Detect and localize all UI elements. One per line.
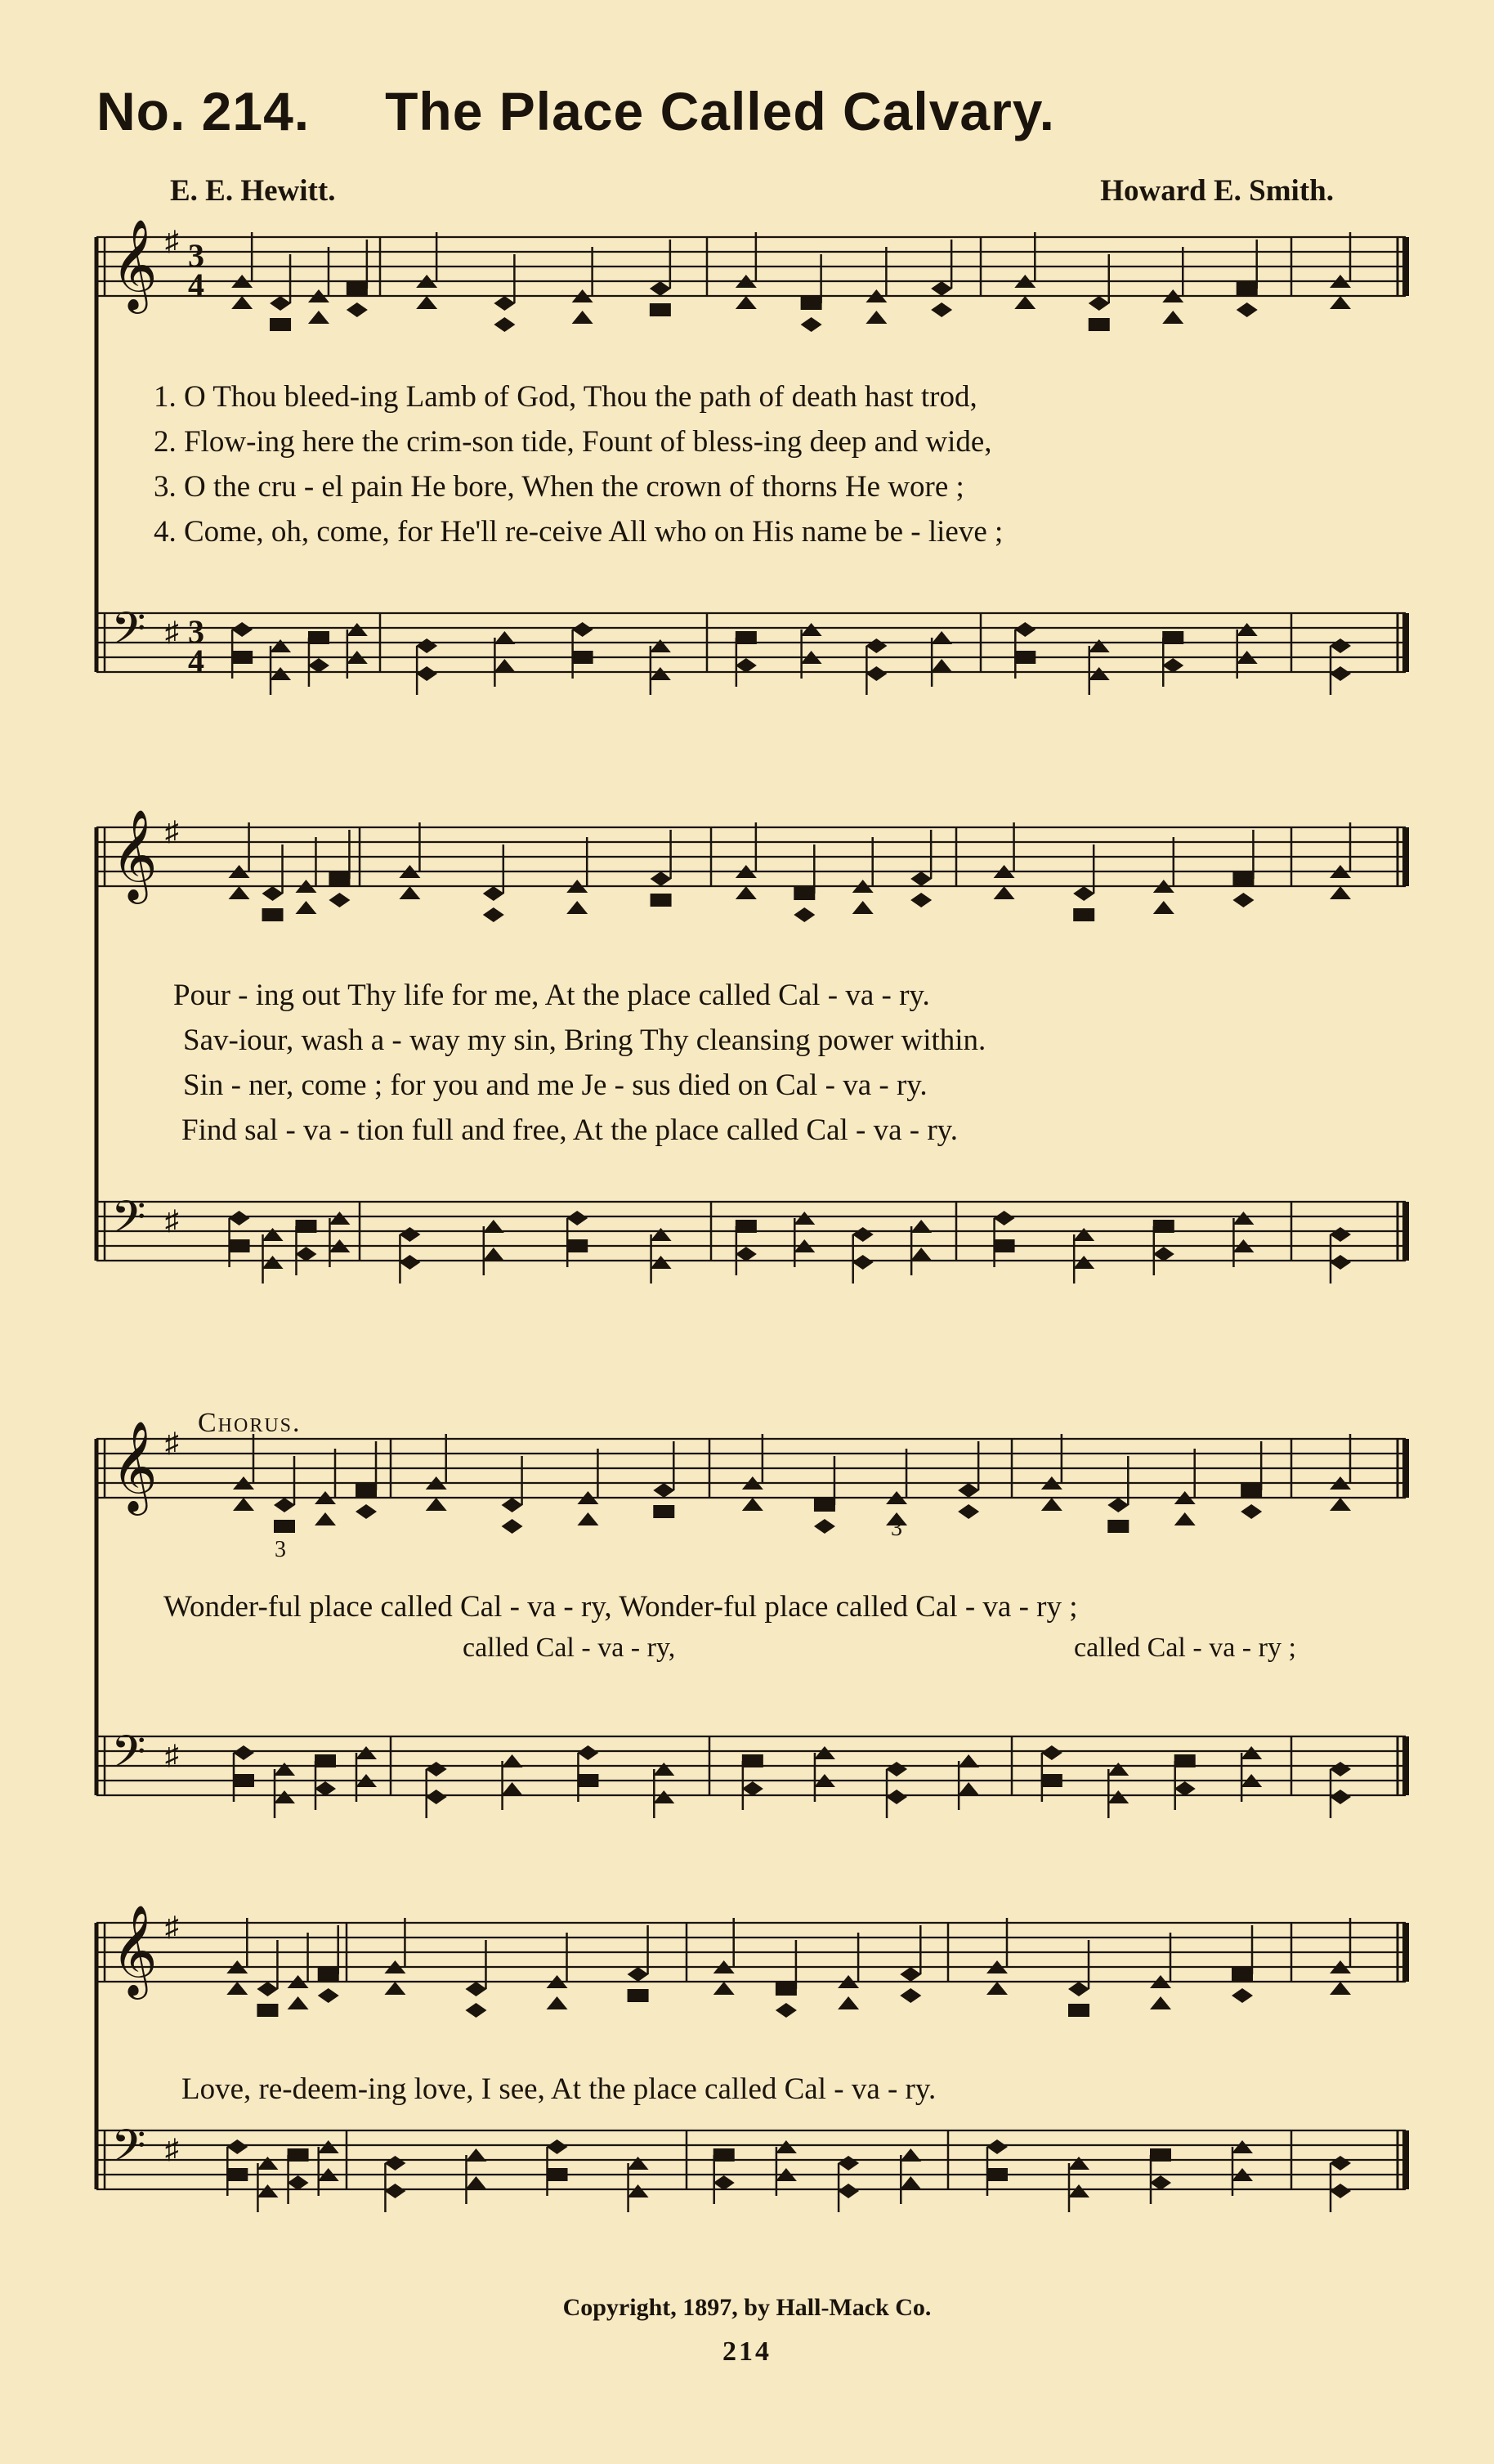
note-head	[866, 311, 887, 324]
note-head	[566, 1211, 588, 1225]
note-head	[1330, 638, 1351, 653]
note-head	[257, 1982, 278, 1996]
note-head	[910, 893, 932, 907]
note-head	[713, 2175, 735, 2190]
note-head	[347, 623, 368, 636]
note-head	[270, 296, 291, 311]
note-head	[1153, 1247, 1174, 1261]
note-head	[742, 1498, 763, 1511]
note-head	[736, 1247, 757, 1261]
verse-4-line-1: 4. Come, oh, come, for He'll re-ceive All who on His name be - lieve ;	[154, 515, 1004, 549]
note-head	[742, 1754, 763, 1767]
time-signature-top: 3	[188, 613, 204, 650]
note-head	[1041, 1774, 1062, 1787]
chorus-echo-a: called Cal - va - ry,	[463, 1633, 676, 1663]
note-head	[295, 1247, 316, 1261]
note-head	[274, 1498, 295, 1512]
note-head	[1330, 1227, 1351, 1242]
note-head	[465, 1982, 486, 1996]
note-head	[572, 622, 593, 637]
note-head	[1162, 631, 1183, 644]
note-head	[958, 1483, 979, 1498]
note-head	[416, 666, 437, 681]
note-head	[801, 623, 822, 636]
time-signature-bottom: 4	[188, 643, 204, 679]
note-head	[1237, 282, 1258, 295]
note-head	[736, 631, 757, 644]
note-head	[262, 1256, 284, 1269]
note-head	[1174, 1754, 1196, 1767]
note-head	[931, 631, 952, 644]
note-head	[653, 1790, 674, 1803]
note-head	[1330, 886, 1351, 899]
treble-clef-icon: 𝄞	[111, 1904, 158, 1996]
note-head	[1153, 1220, 1174, 1233]
note-head	[262, 886, 284, 901]
note-head	[547, 2168, 568, 2181]
note-head	[1330, 2156, 1351, 2171]
note-head	[653, 1505, 674, 1518]
note-head	[776, 2003, 797, 2018]
verse-4-line-2: Find sal - va - tion full and free, At the place called Cal - va - ry.	[181, 1113, 959, 1147]
note-head	[1241, 1484, 1262, 1497]
note-head	[270, 639, 291, 652]
note-head	[426, 1790, 447, 1804]
note-head	[1073, 908, 1094, 921]
lyricist-credit: E. E. Hewitt.	[170, 174, 336, 208]
note-head	[288, 2148, 309, 2162]
verse-2-line-1: 2. Flow-ing here the crim-son tide, Fount of bless-ing deep and wide,	[154, 425, 992, 459]
note-head	[994, 886, 1015, 899]
note-head	[494, 317, 515, 332]
note-head	[1162, 658, 1183, 673]
note-head	[736, 658, 757, 673]
note-head	[315, 1754, 336, 1767]
note-head	[653, 1763, 674, 1776]
treble-clef-icon: 𝄞	[111, 218, 158, 310]
note-head	[347, 302, 368, 317]
note-head	[910, 1248, 932, 1261]
note-head	[1232, 1988, 1253, 2003]
note-head	[465, 2176, 486, 2189]
note-head	[494, 296, 515, 311]
note-head	[288, 1996, 309, 2009]
note-head	[986, 1982, 1008, 1995]
note-head	[628, 2184, 649, 2197]
note-head	[886, 1790, 907, 1804]
note-head	[483, 1220, 504, 1233]
note-head	[1068, 2157, 1089, 2170]
note-head	[900, 1967, 921, 1982]
note-head	[1073, 1228, 1094, 1241]
verse-1-line-1: 1. O Thou bleed-ing Lamb of God, Thou the path of death hast trod,	[154, 380, 977, 414]
note-head	[318, 1968, 339, 1981]
note-head	[650, 667, 671, 680]
note-head	[295, 901, 316, 914]
note-head	[628, 1967, 649, 1982]
note-head	[226, 2168, 248, 2181]
note-head	[1330, 2184, 1351, 2198]
sharp-icon: ♯	[165, 1206, 179, 1236]
note-head	[814, 1746, 835, 1759]
note-head	[257, 2157, 278, 2170]
note-head	[801, 297, 822, 310]
note-head	[994, 1211, 1015, 1225]
note-head	[986, 2168, 1008, 2181]
note-head	[416, 296, 437, 309]
note-head	[288, 2175, 309, 2190]
note-head	[742, 1781, 763, 1796]
note-head	[910, 871, 932, 886]
chorus-line-1: Wonder-ful place called Cal - va - ry, Wonder-ful place called Cal - va - ry ;	[163, 1590, 1078, 1624]
note-head	[465, 2003, 486, 2018]
treble-clef-icon: 𝄞	[111, 1420, 158, 1512]
note-head	[229, 1211, 250, 1225]
note-head	[1330, 296, 1351, 309]
note-head	[233, 1745, 254, 1760]
note-head	[794, 887, 815, 900]
note-head	[900, 1988, 921, 2003]
note-head	[910, 1220, 932, 1233]
note-head	[1089, 296, 1110, 311]
bass-clef-icon: 𝄢	[111, 2120, 146, 2183]
note-head	[931, 281, 952, 296]
note-head	[651, 894, 672, 907]
note-head	[1068, 2184, 1089, 2197]
note-head	[1089, 639, 1110, 652]
note-head	[270, 318, 291, 331]
note-head	[231, 622, 253, 637]
note-head	[329, 872, 350, 885]
note-head	[776, 1982, 797, 1996]
note-head	[494, 631, 515, 644]
note-head	[399, 886, 420, 899]
note-head	[426, 1762, 447, 1776]
note-head	[229, 1239, 250, 1252]
note-head	[628, 2157, 649, 2170]
note-head	[356, 1484, 377, 1497]
sharp-icon: ♯	[165, 2135, 179, 2165]
verse-3-line-1: 3. O the cru - el pain He bore, When the crown of thorns He wore ;	[154, 470, 964, 504]
note-head	[384, 1982, 405, 1995]
note-head	[231, 651, 253, 664]
note-head	[736, 886, 757, 899]
note-head	[900, 2148, 921, 2162]
note-head	[1107, 1498, 1129, 1512]
note-head	[1162, 311, 1183, 324]
note-head	[572, 311, 593, 324]
time-signature-top: 3	[188, 237, 204, 274]
note-head	[1174, 1512, 1196, 1525]
note-head	[483, 886, 504, 901]
note-head	[1041, 1745, 1062, 1760]
note-head	[814, 1519, 835, 1534]
note-head	[547, 2139, 568, 2154]
note-head	[566, 1239, 588, 1252]
note-head	[1014, 622, 1036, 637]
time-signature-bottom: 4	[188, 267, 204, 303]
note-head	[356, 1504, 377, 1519]
note-head	[572, 651, 593, 664]
note-head	[229, 886, 250, 899]
note-head	[1073, 1256, 1094, 1269]
note-head	[651, 871, 672, 886]
chorus-label: Chorus.	[198, 1408, 302, 1438]
note-head	[295, 1220, 316, 1233]
note-head	[356, 1746, 377, 1759]
note-head	[814, 1499, 835, 1512]
note-head	[1068, 2004, 1089, 2017]
note-head	[384, 2184, 405, 2198]
verse-2-line-2: Sav-iour, wash a - way my sin, Bring Thy cleansing power within.	[183, 1024, 986, 1057]
note-head	[399, 1227, 420, 1242]
note-head	[1330, 666, 1351, 681]
sharp-icon: ♯	[165, 1740, 179, 1771]
note-head	[233, 1498, 254, 1511]
note-head	[736, 296, 757, 309]
hymn-title: The Place Called Calvary.	[385, 81, 1055, 141]
note-head	[653, 1483, 674, 1498]
note-head	[318, 2140, 339, 2153]
note-head	[262, 1228, 284, 1241]
sharp-icon: ♯	[165, 817, 179, 847]
note-head	[577, 1745, 598, 1760]
bass-clef-icon: 𝄢	[111, 603, 146, 665]
note-head	[318, 1988, 339, 2003]
note-head	[1232, 872, 1254, 885]
note-head	[274, 1520, 295, 1533]
note-head	[1153, 901, 1174, 914]
note-head	[838, 2156, 859, 2171]
note-head	[399, 1255, 420, 1270]
note-head	[1232, 2140, 1253, 2153]
note-head	[502, 1782, 523, 1795]
note-head	[651, 1256, 672, 1269]
note-head	[308, 631, 329, 644]
note-head	[958, 1782, 979, 1795]
note-head	[1150, 1996, 1171, 2009]
note-head	[1107, 1790, 1129, 1803]
sharp-icon: ♯	[165, 1428, 179, 1458]
note-head	[736, 1220, 757, 1233]
note-head	[852, 901, 874, 914]
verse-1-line-2: Pour - ing out Thy life for me, At the place called Cal - va - ry.	[173, 979, 930, 1012]
note-head	[502, 1498, 523, 1512]
note-head	[1107, 1520, 1129, 1533]
note-head	[384, 2156, 405, 2171]
note-head	[713, 1982, 735, 1995]
note-head	[866, 666, 887, 681]
triplet-mark: 3	[275, 1537, 286, 1562]
sharp-icon: ♯	[165, 617, 179, 647]
hymn-number: No. 214.	[96, 81, 311, 141]
verse-3-line-2: Sin - ner, come ; for you and me Je - sus died on Cal - va - ry.	[183, 1068, 928, 1102]
note-head	[315, 1781, 336, 1796]
note-head	[1330, 1762, 1351, 1776]
note-head	[308, 311, 329, 324]
note-head	[900, 2176, 921, 2189]
note-head	[1089, 667, 1110, 680]
note-head	[547, 1996, 568, 2009]
note-head	[1174, 1781, 1196, 1796]
treble-clef-icon: 𝄞	[111, 809, 158, 900]
note-head	[1237, 302, 1258, 317]
note-head	[1330, 1790, 1351, 1804]
note-head	[986, 2139, 1008, 2154]
note-head	[1014, 651, 1036, 664]
note-head	[1041, 1498, 1062, 1511]
note-head	[931, 302, 952, 317]
note-head	[852, 1255, 874, 1270]
note-head	[483, 1248, 504, 1261]
note-head	[628, 1989, 649, 2002]
bass-clef-icon: 𝄢	[111, 1726, 146, 1789]
triplet-mark: 3	[891, 1516, 902, 1541]
note-head	[1068, 1982, 1089, 1996]
note-head	[270, 667, 291, 680]
note-head	[465, 2148, 486, 2162]
note-head	[1150, 2148, 1171, 2162]
note-head	[650, 303, 671, 316]
sharp-icon: ♯	[165, 226, 179, 257]
note-head	[566, 901, 588, 914]
note-head	[257, 2184, 278, 2197]
note-head	[1241, 1504, 1262, 1519]
page-number: 214	[722, 2336, 772, 2367]
note-head	[1150, 2175, 1171, 2190]
note-head	[1232, 1968, 1253, 1981]
note-head	[1232, 1212, 1254, 1225]
note-head	[838, 2184, 859, 2198]
note-head	[577, 1774, 598, 1787]
copyright-notice: Copyright, 1897, by Hall-Mack Co.	[562, 2294, 932, 2321]
note-head	[494, 659, 515, 672]
note-head	[838, 1996, 859, 2009]
note-head	[650, 281, 671, 296]
note-head	[483, 907, 504, 922]
note-head	[801, 317, 822, 332]
note-head	[233, 1774, 254, 1787]
note-head	[1237, 623, 1258, 636]
note-head	[262, 908, 284, 921]
note-head	[502, 1519, 523, 1534]
note-head	[308, 658, 329, 673]
note-head	[794, 1212, 815, 1225]
note-head	[257, 2004, 278, 2017]
note-head	[866, 638, 887, 653]
note-head	[852, 1227, 874, 1242]
composer-credit: Howard E. Smith.	[1100, 174, 1334, 208]
note-head	[274, 1790, 295, 1803]
note-head	[958, 1504, 979, 1519]
note-head	[502, 1754, 523, 1767]
note-head	[931, 659, 952, 672]
note-head	[1232, 893, 1254, 907]
note-head	[329, 893, 350, 907]
note-head	[226, 2139, 248, 2154]
note-head	[1073, 886, 1094, 901]
note-head	[1089, 318, 1110, 331]
note-head	[1330, 1255, 1351, 1270]
note-head	[1107, 1763, 1129, 1776]
note-head	[650, 639, 671, 652]
note-head	[1241, 1746, 1262, 1759]
note-head	[794, 907, 815, 922]
note-head	[994, 1239, 1015, 1252]
note-head	[958, 1754, 979, 1767]
note-head	[274, 1763, 295, 1776]
note-head	[651, 1228, 672, 1241]
note-head	[577, 1512, 598, 1525]
chorus-line-2: Love, re-deem-ing love, I see, At the place called Cal - va - ry.	[181, 2072, 937, 2106]
chorus-echo-b: called Cal - va - ry ;	[1074, 1633, 1296, 1663]
bass-clef-icon: 𝄢	[111, 1191, 146, 1254]
note-head	[315, 1512, 336, 1525]
note-head	[713, 2148, 735, 2162]
sharp-icon: ♯	[165, 1912, 179, 1942]
note-head	[1330, 1498, 1351, 1511]
note-head	[416, 638, 437, 653]
note-head	[426, 1498, 447, 1511]
note-head	[226, 1982, 248, 1995]
note-head	[1014, 296, 1036, 309]
note-head	[886, 1762, 907, 1776]
note-head	[776, 2140, 797, 2153]
note-head	[329, 1212, 350, 1225]
note-head	[1330, 1982, 1351, 1995]
note-head	[231, 296, 253, 309]
note-head	[347, 282, 368, 295]
